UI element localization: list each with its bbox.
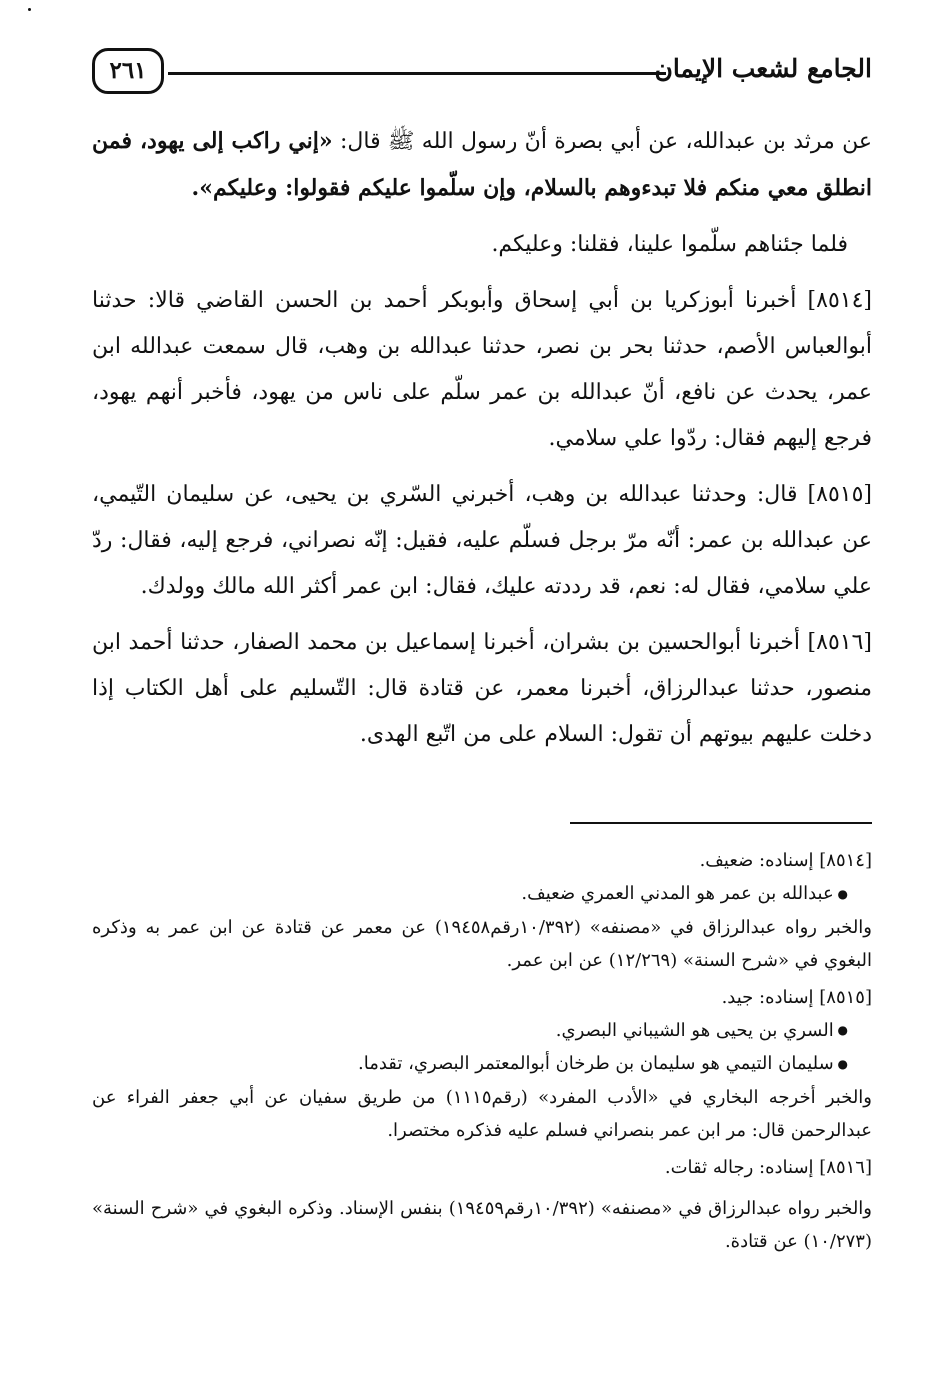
book-title: الجامع لشعب الإيمان bbox=[654, 54, 872, 83]
footnote-8515-bullet-2: ● سليمان التيمي هو سليمان بن طرخان أبوالمعتمر البصري، تقدما. bbox=[92, 1047, 872, 1081]
footnotes bbox=[92, 840, 872, 1258]
hadith-quote: «إني راكب إلى يهود، فمن انطلق معي منكم فلا تبدءوهم بالسلام، وإن سلّموا عليكم فقولوا: وعليكم». bbox=[92, 128, 872, 201]
hadith-chain: عن مرثد بن عبدالله، عن أبي بصرة أنّ رسول الله ﷺ قال: bbox=[339, 129, 873, 154]
paragraph-follow-up: فلما جئناهم سلّموا علينا، فقلنا: وعليكم. bbox=[491, 232, 848, 257]
footnote-8516-heading: [٨٥١٦] إسناده: رجاله ثقات. bbox=[664, 1156, 872, 1178]
footnote-8514-text: والخبر رواه عبدالرزاق في «مصنفه» (١٠/٣٩٢رقم١٩٤٥٨) عن معمر عن قتادة عن ابن عمر به وذكره البغوي في «شرح السنة» (١٢/٢٦٩) عن ابن عمر. bbox=[92, 916, 873, 971]
footnote-8515-bullet-1: ● السري بن يحيى هو الشيباني البصري. bbox=[92, 1014, 872, 1048]
footnote-8515-heading: [٨٥١٥] إسناده: جيد. bbox=[721, 986, 872, 1008]
page-header bbox=[92, 48, 872, 102]
main-text bbox=[92, 118, 872, 768]
paragraph-hadith-intro bbox=[92, 118, 872, 212]
paragraph-8515: [٨٥١٥] قال: وحدثنا عبدالله بن وهب، أخبرني السّري بن يحيى، عن سليمان التّيمي، عن عبدالله بن عمر: أنّه مرّ برجل فسلّم عليه، فقيل: إنّه نصراني، فرجع إليه، فقال: ردّ علي سلامي، فقال له: نعم، قد رددته عليك، فقال: ابن عمر أكثر الله مالك وولدك. bbox=[92, 482, 872, 599]
footnote-separator bbox=[570, 822, 872, 824]
paragraph-8514: [٨٥١٤] أخبرنا أبوزكريا بن أبي إسحاق وأبوبكر أحمد بن الحسن القاضي قالا: حدثنا أبوالعباس الأصم، حدثنا بحر بن نصر، حدثنا عبدالله بن وهب، قال سمعت عبدالله ابن عمر، يحدث عن نافع، أنّ عبدالله بن عمر سلّم على ناس من يهود، فأخبر أنهم يهود، فرجع إليهم فقال: ردّوا علي سلامي. bbox=[92, 288, 872, 451]
footnote-8516-text: والخبر رواه عبدالرزاق في «مصنفه» (١٠/٣٩٢رقم١٩٤٥٩) بنفس الإسناد. وذكره البغوي في «شرح السنة» (١٠/٢٧٣) عن قتادة. bbox=[92, 1197, 872, 1252]
footnote-8514-bullet: ● عبدالله بن عمر هو المدني العمري ضعيف. bbox=[92, 877, 872, 911]
footnote-8514-heading: [٨٥١٤] إسناده: ضعيف. bbox=[699, 850, 872, 871]
paragraph-8516: [٨٥١٦] أخبرنا أبوالحسين بن بشران، أخبرنا إسماعيل بن محمد الصفار، حدثنا أحمد ابن منصور، حدثنا عبدالرزاق، أخبرنا معمر، عن قتادة قال: التّسليم على أهل الكتاب إذا دخلت عليهم بيوتهم أن تقول: السلام على من اتّبع الهدى. bbox=[92, 630, 872, 747]
footnote-8515-text: والخبر أخرجه البخاري في «الأدب المفرد» (رقم١١١٥) من طريق سفيان عن أبي جعفر الفراء عن عبدالرحمن قال: مر ابن عمر بنصراني فسلم عليه فذكره مختصرا. bbox=[92, 1086, 872, 1141]
page-number: ٢٦١ bbox=[92, 48, 164, 94]
scan-speck bbox=[28, 8, 31, 11]
header-rule bbox=[168, 72, 666, 75]
